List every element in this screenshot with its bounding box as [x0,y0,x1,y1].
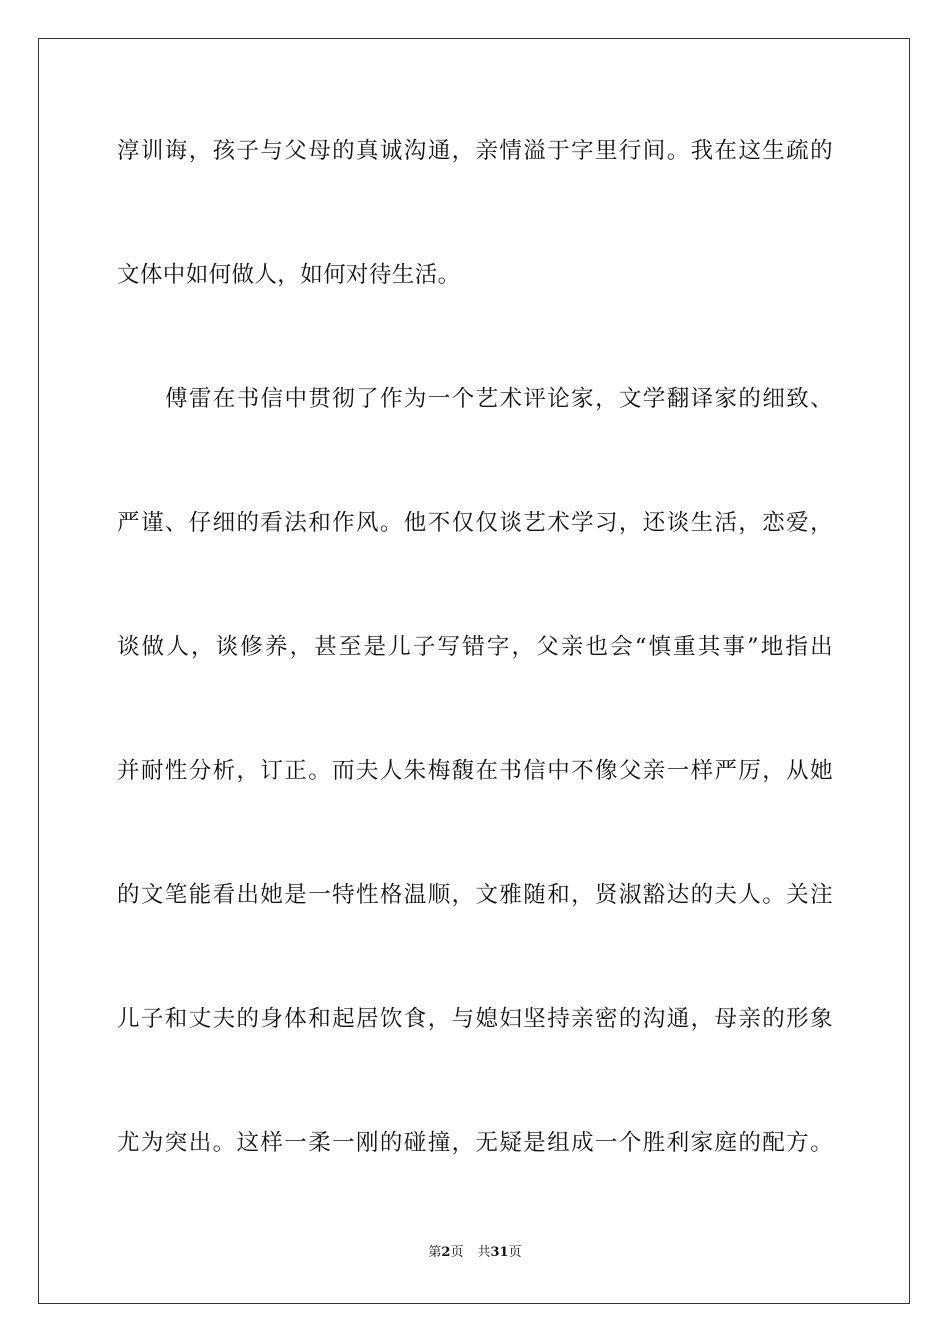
body-text-line-6: 并耐性分析，订正。而夫人朱梅馥在书信中不像父亲一样严厉，从她 [117,758,833,784]
body-text-line-4: 严谨、仔细的看法和作风。他不仅仅谈艺术学习，还谈生活，恋爱， [117,510,833,536]
total-pages-suffix: 页 [508,1245,522,1260]
page-number: 2 [441,1245,451,1260]
page-border [38,38,910,1304]
page-number-prefix: 第 [428,1245,442,1260]
body-text-line-9: 尤为突出。这样一柔一刚的碰撞，无疑是组成一个胜利家庭的配方。 [117,1130,833,1156]
page-number-suffix: 页 [450,1245,464,1260]
total-pages: 31 [490,1245,509,1260]
total-pages-prefix: 共 [477,1245,491,1260]
body-text-line-8: 儿子和丈夫的身体和起居饮食，与媳妇坚持亲密的沟通，母亲的形象 [117,1006,833,1032]
body-text-line-1: 淳训诲，孩子与父母的真诚沟通，亲情溢于字里行间。我在这生疏的 [117,138,833,164]
body-text-line-5: 谈做人，谈修养，甚至是儿子写错字，父亲也会“慎重其事”地指出 [117,634,833,660]
body-text-line-2: 文体中如何做人，如何对待生活。 [117,262,461,288]
body-text-line-3: 傅雷在书信中贯彻了作为一个艺术评论家，文学翻译家的细致、 [165,386,833,412]
page-footer [0,1244,950,1262]
body-text-line-7: 的文笔能看出她是一特性格温顺，文雅随和，贤淑豁达的夫人。关注 [117,882,833,908]
